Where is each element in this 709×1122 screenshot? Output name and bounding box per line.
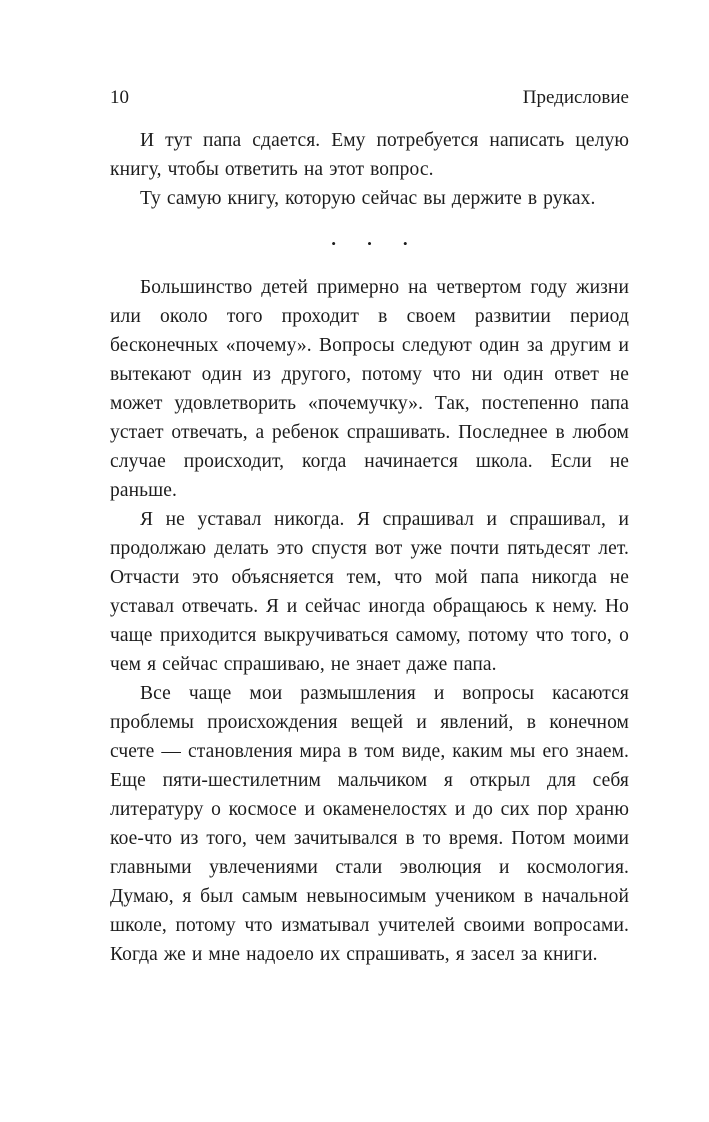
page-header — [110, 86, 629, 110]
running-title: Предисловие — [522, 87, 629, 108]
paragraph: Ту самую книгу, которую сейчас вы держите в руках. — [140, 188, 596, 209]
page-number: 10 — [110, 87, 129, 108]
paragraph: И тут папа сдается. Ему потребуется написать целую книгу, чтобы ответить на этот вопрос. — [110, 130, 629, 180]
body-text — [110, 126, 629, 969]
paragraph: Большинство детей примерно на четвертом году жизни или около того проходит в своем развитии период бесконечных «почему». Вопросы следуют один за другим и вытекают один из другого, потому что ни один ответ не может удовлетворить «почемучку». Так, постепенно папа устает отвечать, а ребенок спрашивать. Последнее в любом случае происходит, когда начинается школа. Если не раньше. — [110, 277, 629, 501]
section-separator-dots: • • • — [331, 236, 422, 251]
paragraph: Все чаще мои размышления и вопросы касаются проблемы происхождения вещей и явлений, в конечном счете — становления мира в том виде, каким мы его знаем. Еще пяти-шестилетним мальчиком я открыл для себя литературу о космосе и окаменелостях и до сих пор храню кое-что из того, чем зачитывался в то время. Потом моими главными увлечениями стали эволюция и космология. Думаю, я был самым невыносимым учеником в начальной школе, потому что изматывал учителей своими вопросами. Когда же и мне надоело их спрашивать, я засел за книги. — [110, 683, 629, 965]
paragraph: Я не уставал никогда. Я спрашивал и спрашивал, и продолжаю делать это спустя вот уже почти пятьдесят лет. Отчасти это объясняется тем, что мой папа никогда не уставал отвечать. Я и сейчас иногда обращаюсь к нему. Но чаще приходится выкручиваться самому, потому что того, о чем я сейчас спрашиваю, не знает даже папа. — [110, 509, 629, 675]
